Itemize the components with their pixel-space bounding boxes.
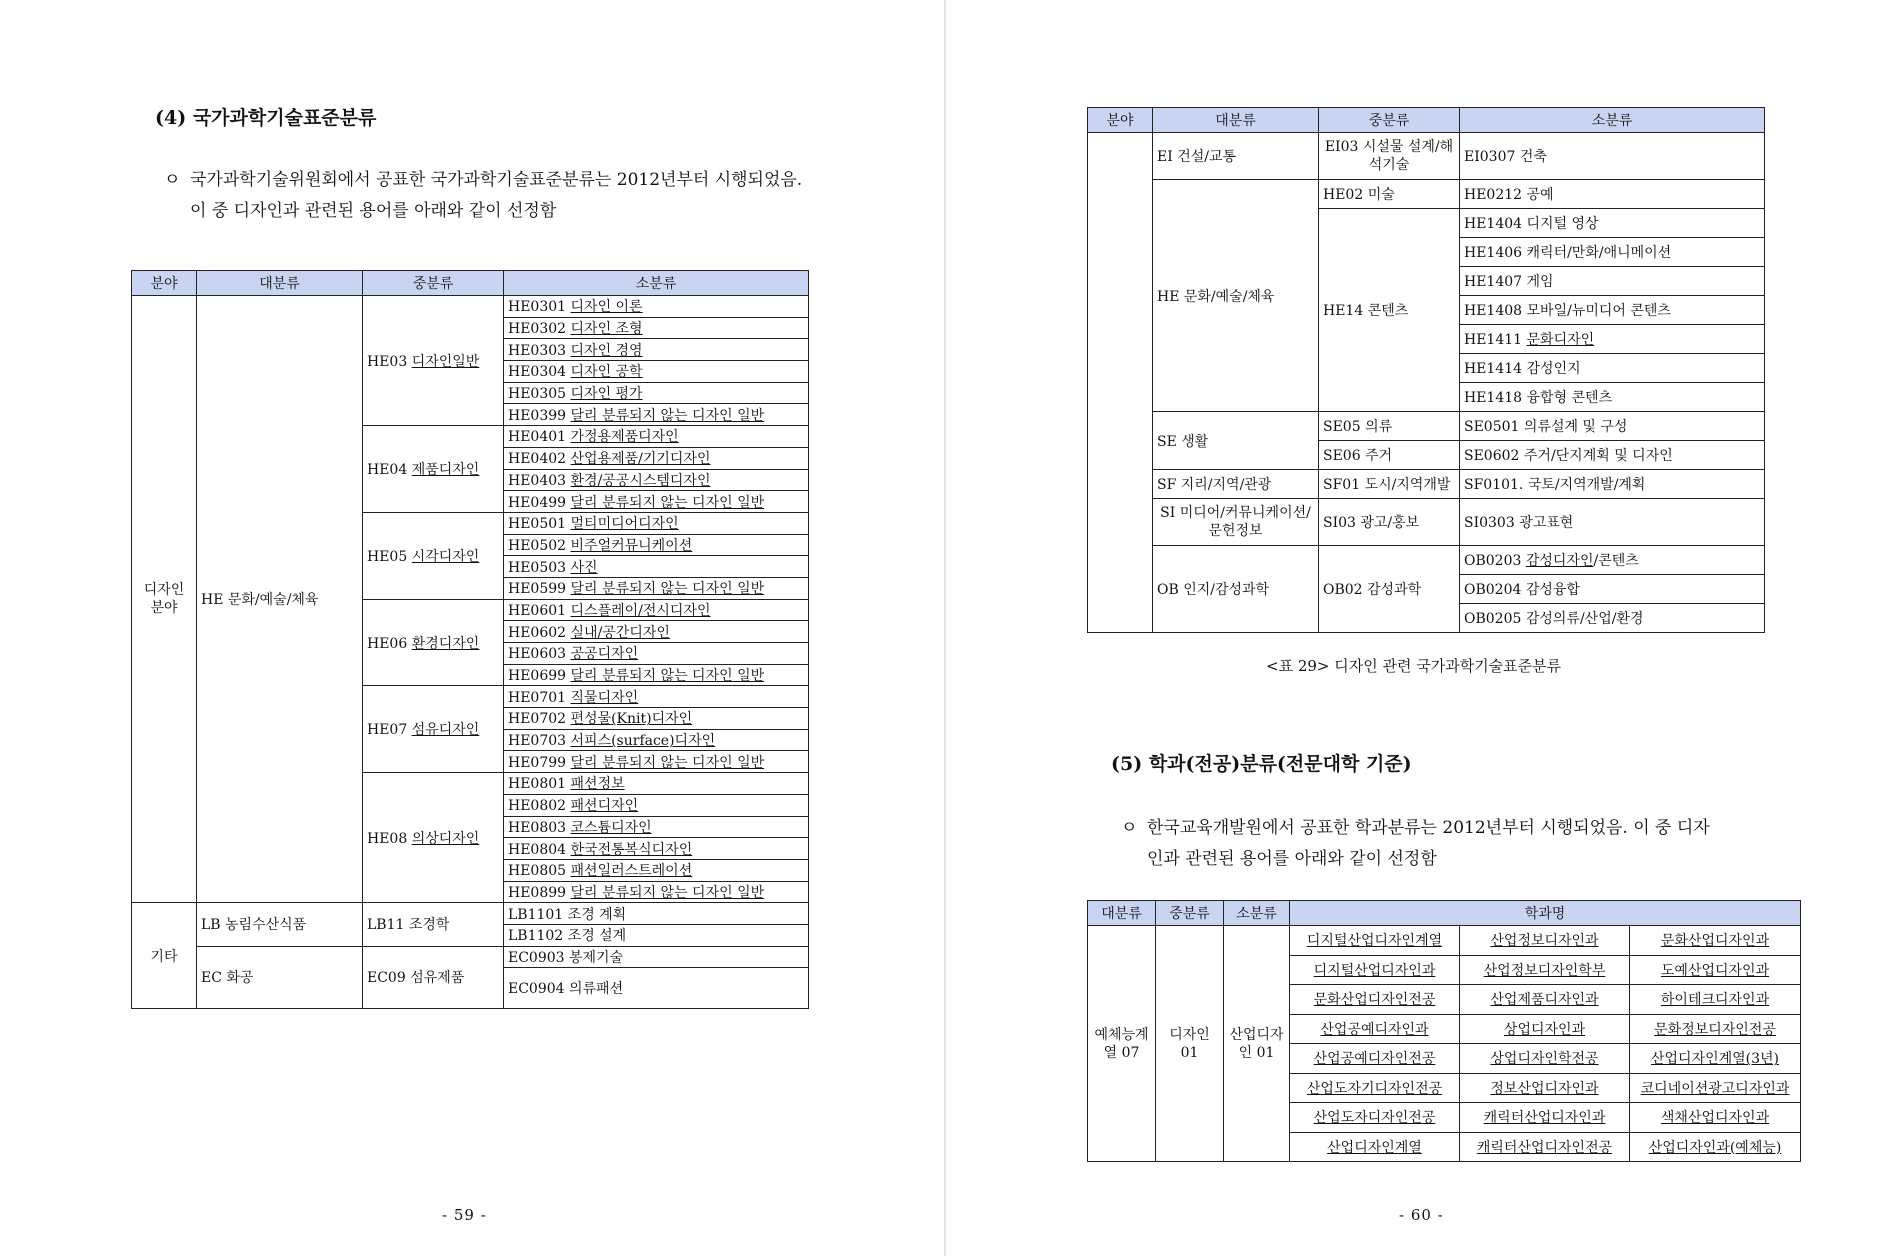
department-name: 도예산업디자인과 xyxy=(1660,962,1770,979)
small-cell xyxy=(504,317,809,339)
section-heading-5: (5) 학과(전공)분류(전문대학 기준) xyxy=(1111,753,1412,775)
department-name: 하이테크디자인과 xyxy=(1660,992,1770,1009)
small-code: HE0603 xyxy=(508,646,571,663)
small-cell xyxy=(504,708,809,730)
mid-label: SF01 도시/지역개발 xyxy=(1323,477,1451,493)
header-cell: 소분류 xyxy=(1460,108,1765,133)
small-code: HE0804 xyxy=(508,841,571,858)
department-cell xyxy=(1460,1103,1630,1133)
small-label: LB1102 조경 설계 xyxy=(508,928,627,945)
small-name: 디자인 이론 xyxy=(570,299,643,316)
small-label: HE0212 공예 xyxy=(1464,187,1554,203)
header-cell: 대분류 xyxy=(197,271,363,296)
small-name: 문화디자인 xyxy=(1526,332,1595,348)
mid-cell xyxy=(1319,209,1460,412)
small-name: 환경/공공시스템디자인 xyxy=(570,472,711,489)
small-name: 달리 분류되지 않는 디자인 일반 xyxy=(570,884,765,901)
department-name: 산업공예디자인과 xyxy=(1320,1021,1429,1038)
department-cell xyxy=(1290,1073,1460,1103)
small-name: 실내/공간디자인 xyxy=(570,624,670,641)
small-code: HE1407 xyxy=(1464,274,1527,290)
small-cell xyxy=(504,903,809,925)
department-name: 디지털산업디자인과 xyxy=(1313,962,1436,979)
small-code: HE0301 xyxy=(508,299,571,316)
small-code: HE1406 xyxy=(1464,245,1527,261)
small-cell xyxy=(504,599,809,621)
mid-label: HE02 미술 xyxy=(1323,187,1395,203)
small-code: HE0703 xyxy=(508,733,571,750)
small-cell xyxy=(504,751,809,773)
department-cell xyxy=(1290,985,1460,1015)
major-label: EC 화공 xyxy=(201,970,254,987)
mid-label: EI03 시설물 설계/해석기술 xyxy=(1324,139,1454,173)
major-cell xyxy=(1153,499,1319,546)
small-cell xyxy=(1460,441,1765,470)
small-cell xyxy=(1460,575,1765,604)
department-cell xyxy=(1630,985,1801,1015)
department-cell xyxy=(1630,955,1801,985)
mid-name: 디자인일반 xyxy=(411,353,480,370)
department-name: 산업도자기디자인전공 xyxy=(1306,1080,1443,1097)
small-name: 공공디자인 xyxy=(570,646,639,663)
small-code: HE0399 xyxy=(508,407,571,424)
mid-cell xyxy=(1319,412,1460,441)
mid-cell xyxy=(363,426,504,513)
department-name: 정보산업디자인과 xyxy=(1490,1080,1599,1097)
table-row xyxy=(1088,133,1765,180)
small-code: OB0204 xyxy=(1464,582,1526,598)
category-label: 디자인 01 xyxy=(1169,1026,1210,1061)
department-cell xyxy=(1460,1044,1630,1074)
table-row xyxy=(132,946,809,968)
department-classification-table xyxy=(1087,900,1801,1162)
small-code: HE0699 xyxy=(508,668,571,685)
small-name: 디자인 조형 xyxy=(570,321,643,338)
department-name: 상업디자인학전공 xyxy=(1490,1051,1599,1068)
small-code: HE1404 xyxy=(1464,216,1527,232)
table-header-row xyxy=(1088,108,1765,133)
table-row xyxy=(1088,546,1765,575)
small-code: HE0601 xyxy=(508,602,571,619)
mid-cell xyxy=(1319,470,1460,499)
small-code: HE0802 xyxy=(508,798,571,815)
mid-cell xyxy=(1319,499,1460,546)
small-name: 모바일/뉴미디어 콘텐츠 xyxy=(1526,303,1671,319)
small-cell xyxy=(504,643,809,665)
small-name: 달리 분류되지 않는 디자인 일반 xyxy=(570,407,765,424)
small-cell xyxy=(504,924,809,946)
small-name: 캐릭터/만화/애니메이션 xyxy=(1526,245,1672,261)
category-label: 예체능계열 07 xyxy=(1094,1026,1149,1061)
small-cell xyxy=(504,512,809,534)
small-name: 직물디자인 xyxy=(570,689,639,706)
major-cell xyxy=(1153,412,1319,470)
department-cell xyxy=(1460,1014,1630,1044)
mid-cell xyxy=(363,903,504,946)
small-name: 달리 분류되지 않는 디자인 일반 xyxy=(570,581,765,598)
table-row xyxy=(1088,470,1765,499)
department-name: 문화산업디자인과 xyxy=(1660,933,1770,950)
small-name: 산업용제품/기기디자인 xyxy=(570,451,711,468)
field-cell xyxy=(132,296,197,903)
small-cell xyxy=(504,664,809,686)
small-cell xyxy=(1460,412,1765,441)
major-cell xyxy=(197,903,363,946)
small-code: HE1414 xyxy=(1464,361,1527,377)
science-classification-table xyxy=(131,270,809,1009)
mid-code: HE08 xyxy=(367,830,412,847)
small-name: 한국전통복식디자인 xyxy=(570,841,693,858)
small-code: HE0799 xyxy=(508,754,571,771)
small-name: 감성의류/산업/환경 xyxy=(1525,611,1644,627)
table-header-row xyxy=(1088,901,1801,926)
category-cell xyxy=(1224,926,1290,1162)
small-code: HE0304 xyxy=(508,364,571,381)
small-label: SE0602 주거/단지계획 및 디자인 xyxy=(1464,448,1673,464)
major-label: SF 지리/지역/관광 xyxy=(1157,477,1272,493)
department-cell xyxy=(1630,926,1801,956)
small-label: EC0904 의류패션 xyxy=(508,981,624,998)
department-cell xyxy=(1290,1014,1460,1044)
small-cell xyxy=(504,621,809,643)
mid-cell xyxy=(1319,180,1460,209)
small-name: 비주얼커뮤니케이션 xyxy=(570,537,693,554)
mid-cell xyxy=(363,296,504,426)
field-label: 기타 xyxy=(150,948,178,965)
department-cell xyxy=(1460,1073,1630,1103)
major-label: SE 생활 xyxy=(1157,433,1209,450)
major-cell xyxy=(1153,546,1319,633)
small-cell xyxy=(504,534,809,556)
small-cell xyxy=(504,838,809,860)
small-code: HE0801 xyxy=(508,776,571,793)
small-name: 가정용제품디자인 xyxy=(570,429,679,446)
major-label: LB 농림수산식품 xyxy=(201,917,307,934)
small-code: HE0803 xyxy=(508,819,571,836)
table-row xyxy=(132,296,809,318)
intro-paragraph-5 xyxy=(1121,813,1721,875)
intro-text: 국가과학기술위원회에서 공표한 국가과학기술표준분류는 2012년부터 시행되었음. 이 중 디자인과 관련된 용어를 아래와 같이 선정함 xyxy=(190,170,803,221)
small-cell xyxy=(1460,383,1765,412)
small-name: 패션디자인 xyxy=(570,798,639,815)
small-label: EC0903 봉제기술 xyxy=(508,949,624,966)
department-cell xyxy=(1630,1044,1801,1074)
field-cell xyxy=(132,903,197,1009)
header-cell: 학과명 xyxy=(1290,901,1801,926)
mid-name: 환경디자인 xyxy=(411,635,480,652)
small-code: HE0805 xyxy=(508,863,571,880)
small-cell xyxy=(504,859,809,881)
small-name: 감성융합 xyxy=(1525,582,1580,598)
header-cell: 소분류 xyxy=(504,271,809,296)
small-cell xyxy=(504,773,809,795)
mid-code: HE03 xyxy=(367,353,412,370)
header-cell: 소분류 xyxy=(1224,901,1290,926)
header-cell: 대분류 xyxy=(1153,108,1319,133)
mid-cell xyxy=(363,686,504,773)
department-name: 디지털산업디자인계열 xyxy=(1306,933,1443,950)
page-number: - 59 - xyxy=(442,1206,487,1224)
small-cell xyxy=(504,968,809,1009)
department-cell xyxy=(1630,1103,1801,1133)
mid-cell xyxy=(1319,546,1460,633)
field-cell xyxy=(1088,133,1153,633)
small-name: 디지털 영상 xyxy=(1526,216,1599,232)
small-label: SE0501 의류설계 및 구성 xyxy=(1464,419,1628,435)
small-code: HE1418 xyxy=(1464,390,1527,406)
department-name: 코디네이션광고디자인과 xyxy=(1640,1080,1790,1097)
small-code: HE0502 xyxy=(508,537,571,554)
small-name: 멀티미디어디자인 xyxy=(570,516,679,533)
mid-label: SE06 주거 xyxy=(1323,448,1393,464)
mid-code: HE04 xyxy=(367,462,412,478)
department-cell xyxy=(1630,1073,1801,1103)
small-code: HE0602 xyxy=(508,624,571,641)
category-cell xyxy=(1088,926,1156,1162)
small-code: HE0899 xyxy=(508,884,571,901)
department-name: 산업디자인계열 xyxy=(1327,1139,1422,1156)
small-cell xyxy=(504,794,809,816)
major-cell xyxy=(197,296,363,903)
small-cell xyxy=(504,339,809,361)
small-name: 코스튬디자인 xyxy=(570,819,652,836)
section-heading-4: (4) 국가과학기술표준분류 xyxy=(155,107,377,129)
field-label: 디자인 분야 xyxy=(143,582,185,617)
major-label: SI 미디어/커뮤니케이션/문헌정보 xyxy=(1160,505,1311,539)
major-label: HE 문화/예술/체육 xyxy=(201,592,319,609)
mid-name: 시각디자인 xyxy=(411,548,480,565)
header-cell: 분야 xyxy=(132,271,197,296)
small-cell xyxy=(1460,296,1765,325)
small-code: HE1408 xyxy=(1464,303,1527,319)
department-cell xyxy=(1460,926,1630,956)
page-right xyxy=(946,0,1881,1256)
small-cell xyxy=(504,404,809,426)
major-cell xyxy=(1153,470,1319,499)
intro-paragraph-4 xyxy=(164,165,814,227)
small-cell xyxy=(1460,267,1765,296)
major-label: HE 문화/예술/체육 xyxy=(1157,288,1275,305)
small-name: 패션일러스트레이션 xyxy=(570,863,693,880)
table-row xyxy=(1088,499,1765,546)
small-name: 패션정보 xyxy=(570,776,625,793)
intro-text: 한국교육개발원에서 공표한 학과분류는 2012년부터 시행되었음. 이 중 디자인과 관련된 용어를 아래와 같이 선정함 xyxy=(1147,818,1710,869)
department-cell xyxy=(1290,926,1460,956)
small-cell xyxy=(1460,209,1765,238)
small-code: HE0303 xyxy=(508,342,571,359)
small-cell xyxy=(1460,499,1765,546)
small-cell xyxy=(1460,325,1765,354)
small-cell xyxy=(1460,470,1765,499)
header-cell: 분야 xyxy=(1088,108,1153,133)
small-cell xyxy=(504,946,809,968)
small-code: OB0203 xyxy=(1464,553,1526,569)
small-cell xyxy=(504,556,809,578)
small-name: 편성물(Knit)디자인 xyxy=(570,711,693,728)
small-code: HE0501 xyxy=(508,516,571,533)
department-name: 문화산업디자인전공 xyxy=(1313,992,1436,1009)
mid-label: HE14 콘텐츠 xyxy=(1323,303,1409,319)
small-cell xyxy=(504,491,809,513)
major-cell xyxy=(197,946,363,1009)
department-cell xyxy=(1630,1132,1801,1162)
department-name: 산업정보디자인과 xyxy=(1490,933,1599,950)
department-name: 산업공예디자인전공 xyxy=(1313,1051,1436,1068)
small-code: HE0503 xyxy=(508,559,571,576)
bullet-icon: ㅇ xyxy=(164,170,181,190)
mid-label: OB02 감성과학 xyxy=(1323,582,1422,598)
small-label: LB1101 조경 계획 xyxy=(508,906,627,923)
category-cell xyxy=(1156,926,1224,1162)
department-name: 캐릭터산업디자인과 xyxy=(1483,1110,1606,1127)
mid-cell xyxy=(363,946,504,1009)
page-number: - 60 - xyxy=(1399,1206,1444,1224)
small-code: HE0701 xyxy=(508,689,571,706)
department-cell xyxy=(1290,1132,1460,1162)
small-name: 달리 분류되지 않는 디자인 일반 xyxy=(570,668,765,685)
small-name: 디자인 경영 xyxy=(570,342,643,359)
department-cell xyxy=(1630,1014,1801,1044)
small-cell xyxy=(504,296,809,318)
small-cell xyxy=(1460,133,1765,180)
table-row xyxy=(132,903,809,925)
small-code: HE0403 xyxy=(508,472,571,489)
small-code: OB0205 xyxy=(1464,611,1526,627)
department-name: 산업제품디자인과 xyxy=(1490,992,1599,1009)
department-cell xyxy=(1290,955,1460,985)
small-name: 디스플레이/전시디자인 xyxy=(570,602,711,619)
department-name: 산업도자디자인전공 xyxy=(1313,1110,1436,1127)
mid-code: HE07 xyxy=(367,722,412,739)
department-cell xyxy=(1290,1044,1460,1074)
small-name: 감성디자인 xyxy=(1525,553,1594,569)
category-label: 산업디자인 01 xyxy=(1229,1026,1284,1061)
small-name: 서피스(surface)디자인 xyxy=(570,733,716,750)
table-row xyxy=(1088,926,1801,956)
science-classification-table-continued xyxy=(1087,107,1765,633)
mid-name: 의상디자인 xyxy=(411,830,480,847)
mid-code: HE06 xyxy=(367,635,412,652)
department-cell xyxy=(1460,955,1630,985)
department-cell xyxy=(1290,1103,1460,1133)
small-name: 디자인 공학 xyxy=(570,364,643,381)
header-cell: 중분류 xyxy=(1319,108,1460,133)
small-cell xyxy=(1460,238,1765,267)
small-cell xyxy=(504,469,809,491)
header-cell: 대분류 xyxy=(1088,901,1156,926)
small-code: HE0305 xyxy=(508,386,571,403)
small-label: SI0303 광고표현 xyxy=(1464,515,1574,531)
mid-label: LB11 조경학 xyxy=(367,917,450,934)
small-code: HE0499 xyxy=(508,494,571,511)
mid-label: EC09 섬유제품 xyxy=(367,970,465,987)
major-cell xyxy=(1153,180,1319,412)
major-label: OB 인지/감성과학 xyxy=(1157,582,1270,598)
mid-label: SI03 광고/홍보 xyxy=(1323,515,1420,531)
table-row xyxy=(1088,412,1765,441)
small-code: HE0401 xyxy=(508,429,571,446)
mid-cell xyxy=(1319,133,1460,180)
small-name: 사진 xyxy=(570,559,598,576)
small-cell xyxy=(1460,604,1765,633)
mid-name: 섬유디자인 xyxy=(411,722,480,739)
mid-code: HE05 xyxy=(367,548,412,565)
department-cell xyxy=(1460,1132,1630,1162)
small-cell xyxy=(1460,546,1765,575)
small-name: 융합형 콘텐츠 xyxy=(1526,390,1613,406)
small-code: HE0599 xyxy=(508,581,571,598)
major-cell xyxy=(1153,133,1319,180)
header-cell: 중분류 xyxy=(363,271,504,296)
mid-cell xyxy=(1319,441,1460,470)
department-name: 문화정보디자인전공 xyxy=(1654,1021,1776,1038)
small-cell xyxy=(504,382,809,404)
department-name: 캐릭터산업디자인전공 xyxy=(1476,1139,1613,1156)
department-cell xyxy=(1460,985,1630,1015)
major-label: EI 건설/교통 xyxy=(1157,149,1237,165)
department-name: 색채산업디자인과 xyxy=(1660,1110,1770,1127)
small-cell xyxy=(504,447,809,469)
table-header-row xyxy=(132,271,809,296)
table-row xyxy=(1088,180,1765,209)
small-cell xyxy=(504,577,809,599)
small-name: 감성인지 xyxy=(1526,361,1581,377)
small-cell xyxy=(1460,354,1765,383)
small-name: 디자인 평가 xyxy=(570,386,643,403)
small-name: 달리 분류되지 않는 디자인 일반 xyxy=(570,494,765,511)
table-caption: <표 29> 디자인 관련 국가과학기술표준분류 xyxy=(1266,657,1562,675)
small-code: HE0402 xyxy=(508,451,571,468)
small-cell xyxy=(1460,180,1765,209)
small-cell xyxy=(504,729,809,751)
small-code: HE0302 xyxy=(508,321,571,338)
small-label: SF0101. 국토/지역개발/계획 xyxy=(1464,477,1646,493)
mid-cell xyxy=(363,599,504,686)
department-name: 상업디자인과 xyxy=(1503,1021,1586,1038)
department-name: 산업정보디자인학부 xyxy=(1483,962,1606,979)
mid-cell xyxy=(363,512,504,599)
small-cell xyxy=(504,881,809,903)
small-cell xyxy=(504,816,809,838)
mid-cell xyxy=(363,773,504,903)
small-rest: /콘텐츠 xyxy=(1593,553,1639,569)
department-name: 산업디자인계열(3년) xyxy=(1651,1051,1780,1068)
mid-label: SE05 의류 xyxy=(1323,419,1393,435)
mid-name: 제품디자인 xyxy=(411,462,480,478)
small-code: HE1411 xyxy=(1464,332,1527,348)
bullet-icon: ㅇ xyxy=(1121,818,1138,838)
small-cell xyxy=(504,686,809,708)
small-label: EI0307 건축 xyxy=(1464,149,1547,165)
small-cell xyxy=(504,361,809,383)
small-name: 달리 분류되지 않는 디자인 일반 xyxy=(570,754,765,771)
department-name: 산업디자인과(예체능) xyxy=(1648,1139,1782,1156)
small-code: HE0702 xyxy=(508,711,571,728)
header-cell: 중분류 xyxy=(1156,901,1224,926)
small-cell xyxy=(504,426,809,448)
small-name: 게임 xyxy=(1526,274,1554,290)
